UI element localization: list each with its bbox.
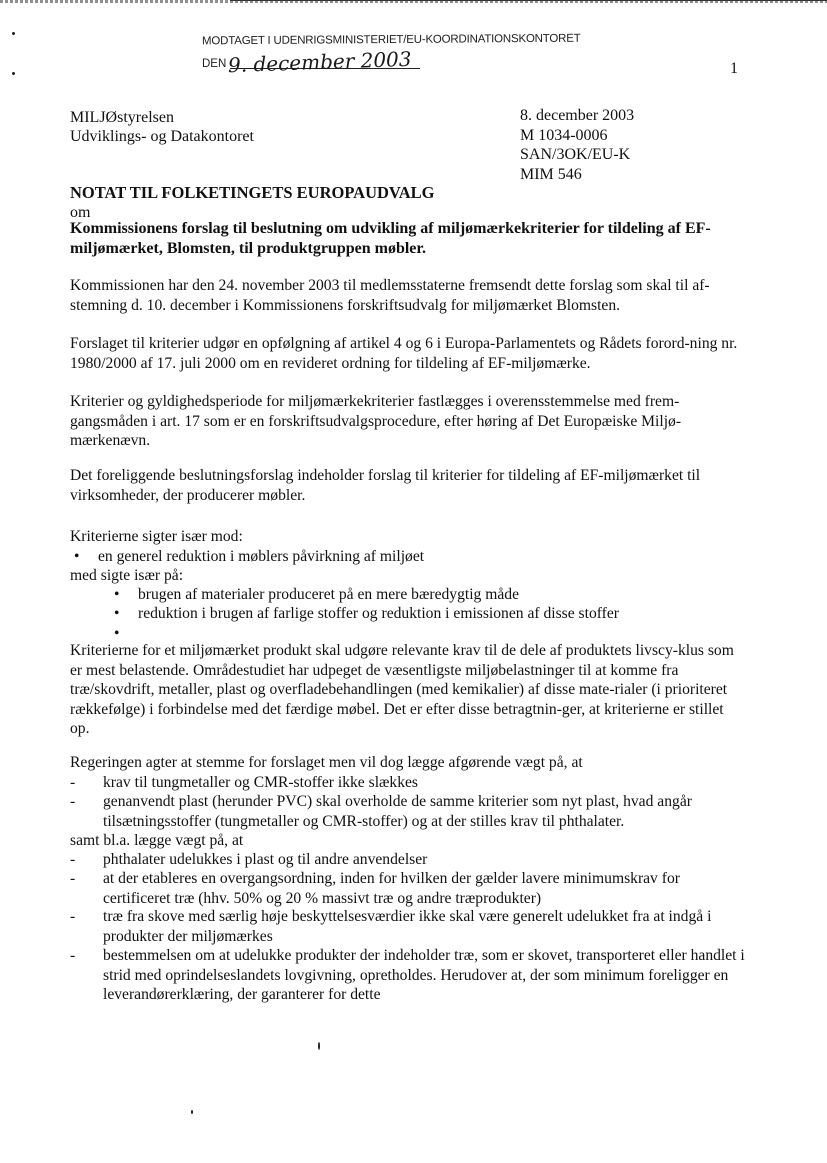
bullet-marker: • <box>114 625 120 642</box>
dash-marker: - <box>70 908 76 925</box>
paragraph-2: Forslaget til kriterier udgør en opfølgning af artikel 4 og 6 i Europa-Parlamentets og Rådets forord-ning nr. 1980/2000 af 17. juli 2000 om en revideret ordning for tildeling af EF-miljømærke. <box>70 335 738 372</box>
dash-marker: - <box>70 870 76 887</box>
bullet-marker: • <box>74 548 80 565</box>
case-number: M 1034-0006 <box>520 126 608 144</box>
dash-marker: - <box>70 793 76 810</box>
scan-speck <box>12 72 15 75</box>
sender-block <box>70 108 254 146</box>
stamp-date-label: DEN <box>202 58 227 70</box>
scan-speck <box>191 1110 193 1114</box>
office-code: SAN/3OK/EU-K <box>520 146 631 163</box>
reference-block <box>520 106 634 184</box>
sender-office: Udviklings- og Datakontoret <box>70 128 254 145</box>
scan-speck <box>12 32 15 35</box>
page-number: 1 <box>730 60 738 77</box>
dash-marker: - <box>70 774 76 791</box>
criteria-intro: Kriterierne sigter især mod: <box>70 528 243 545</box>
paragraph-6: Kriterierne for et miljømærket produkt skal udgøre relevante krav til de dele af produktets livscy-klus som er mest belastende. Områdestudiet har udpeget de væsentligste miljøbelastninger til at komme fra træ/skovdrift, metaller, plast og overfladebehandlingen (med kemikalier) af disse mate-rialer (i prioriteret rækkefølge) i forbindelse med det færdige møbel. Det er efter disse betragtnin-ger, at kriterierne er stillet op. <box>70 642 734 737</box>
government-intro: Regeringen agter at stemme for forslaget men vil dog lægge afgørende vægt på, at <box>70 754 583 771</box>
scan-edge-line <box>230 0 827 1</box>
paragraph-4: Det foreliggende beslutningsforslag indeholder forslag til kriterier for tildeling af EF-miljømærket til virksomheder, der producerer møbler. <box>70 467 701 504</box>
sender-agency: MILJØstyrelsen <box>70 109 174 126</box>
document-date: 8. december 2003 <box>520 107 635 124</box>
document-subject: Kommissionens forslag til beslutning om udvikling af miljømærkekriterier for tildeling af EF-miljømærket, Blomsten, til produktgruppen møbler. <box>70 220 711 257</box>
scan-speck <box>318 1042 320 1050</box>
received-stamp: MODTAGET I UDENRIGSMINISTERIET/EU-KOORDINATIONSKONTORET <box>201 32 581 48</box>
criteria-mid: med sigte især på: <box>70 567 184 584</box>
title-om: om <box>70 204 91 221</box>
ministry-code: MIM 546 <box>520 165 582 183</box>
paragraph-3: Kriterier og gyldighedsperiode for miljømærkekriterier fastlægges i overensstemmelse med frem-gangsmåden i art. 17 som er en forskriftsudvalgsprocedure, efter høring af Det Europæiske Miljø-mærkenævn. <box>70 393 682 449</box>
bullet-marker: • <box>114 586 120 603</box>
government-mid: samt bl.a. lægge vægt på, at <box>70 832 244 849</box>
dash-marker: - <box>70 851 76 868</box>
document-title: NOTAT TIL FOLKETINGETS EUROPAUDVALG <box>70 183 435 202</box>
dash-marker: - <box>70 947 76 964</box>
bullet-marker: • <box>114 605 120 622</box>
handwritten-date: 9. december 2003 <box>227 46 412 78</box>
paragraph-1: Kommissionen har den 24. november 2003 til medlemsstaterne fremsendt dette forslag som skal til af-stemning d. 10. december i Kommissionens forskriftsudvalg for miljømærket Blomsten. <box>70 277 710 314</box>
